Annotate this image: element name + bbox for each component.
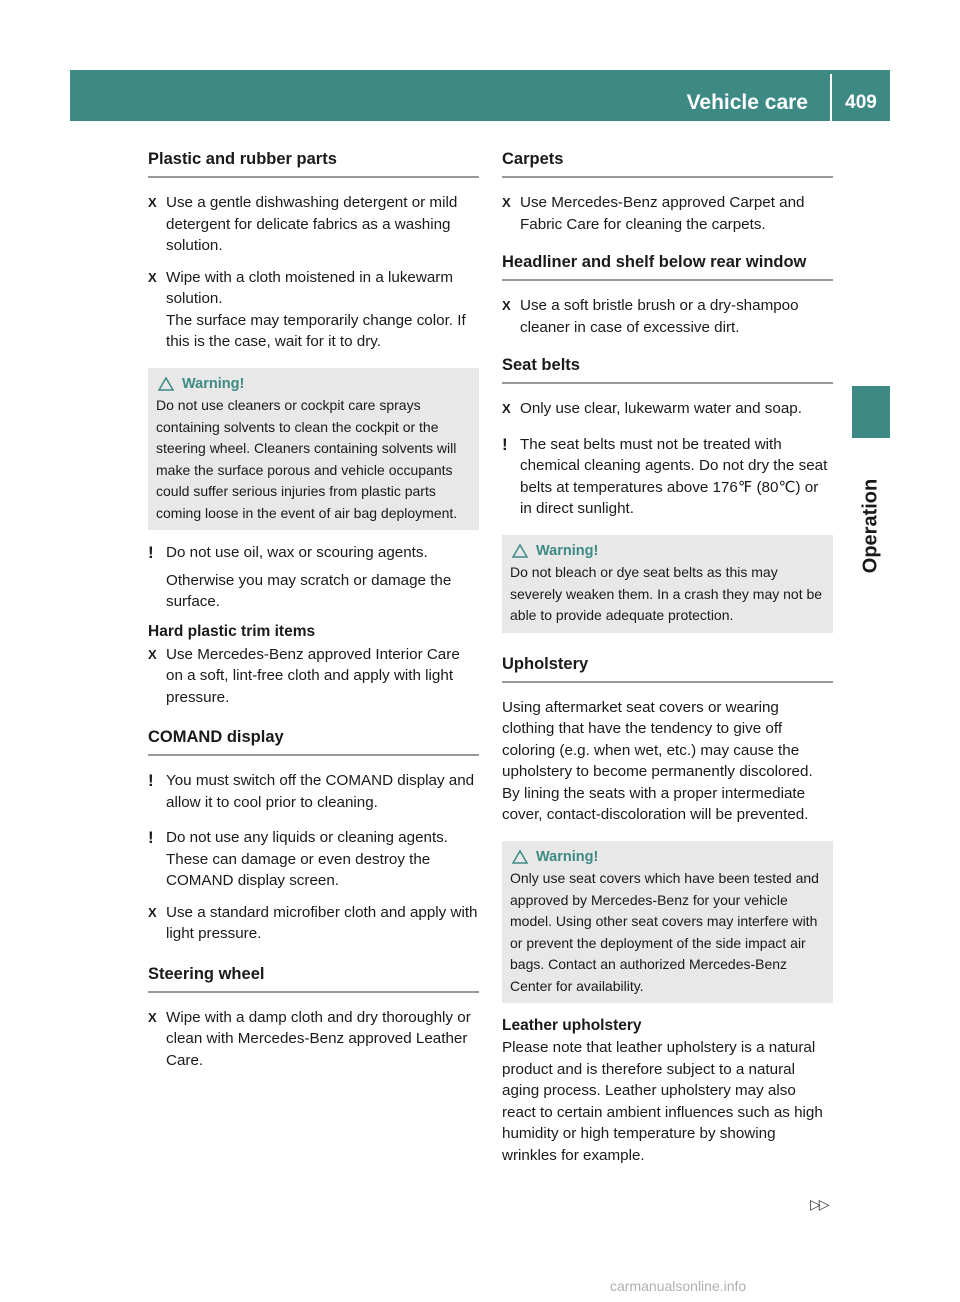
warning-triangle-icon	[158, 377, 174, 391]
chapter-tab	[852, 386, 890, 438]
step-item: X Wipe with a damp cloth and dry thoroughly or clean with Mercedes-Benz approved Leather Care.	[148, 1008, 471, 1069]
step-arrow-icon: X	[148, 646, 157, 662]
upholstery-text: Using aftermarket seat covers or wearing clothing that have the tendency to give off coloring (e.g. when wet, etc.) may cause the upholstery to become permanently discolored. By lining the seats with a proper intermediate cover, contact-discoloration will be prevented.	[502, 698, 813, 823]
note-item: ! The seat belts must not be treated with chemical cleaning agents. Do not dry the seat belts at temperatures above 176℉ (80℃) or in direct sunlight.	[502, 434, 828, 517]
warning-box	[502, 535, 833, 633]
warning-header: Warning!	[510, 847, 825, 869]
heading-steering-wheel: Steering wheel	[148, 963, 479, 993]
step-item: X Use Mercedes-Benz approved Interior Care on a soft, lint-free cloth and apply with light pressure.	[148, 645, 460, 706]
step-arrow-icon: X	[502, 401, 511, 416]
exclamation-icon: !	[148, 543, 154, 562]
exclamation-icon: !	[502, 434, 508, 454]
heading-seat-belts: Seat belts	[502, 354, 833, 384]
step-item: X Use a gentle dishwashing detergent or mild detergent for delicate fabrics as a washing solution.	[148, 194, 458, 254]
note-detail: Otherwise you may scratch or damage the surface.	[166, 571, 452, 610]
leather-text: Please note that leather upholstery is a natural product and is therefore subject to a natural aging process. Leather upholstery may also react to certain ambient influences such as high humidity or high temperature by showing wrinkles for example.	[502, 1039, 823, 1164]
watermark: carmanualsonline.info	[610, 1278, 747, 1294]
step-item: X Wipe with a cloth moistened in a lukewarm solution. The surface may temporarily change color. If this is the case, wait for it to dry.	[148, 268, 466, 350]
step-arrow-icon: X	[148, 269, 157, 285]
step-arrow-icon: X	[148, 195, 157, 210]
warning-triangle-icon	[512, 850, 528, 864]
continue-arrows-icon: ▷▷	[810, 1196, 828, 1212]
heading-carpets: Carpets	[502, 148, 833, 178]
heading-headliner: Headliner and shelf below rear window	[502, 251, 833, 281]
step-arrow-icon: X	[502, 195, 511, 210]
chapter-label: Operation	[859, 478, 882, 574]
heading-leather-upholstery: Leather upholstery	[502, 1017, 642, 1034]
warning-triangle-icon	[512, 544, 528, 558]
step-item: X Use Mercedes-Benz approved Carpet and Fabric Care for cleaning the carpets.	[502, 194, 805, 233]
warning-text: Do not bleach or dye seat belts as this may severely weaken them. In a crash they may not be able to provide adequate protection.	[510, 564, 823, 623]
left-column	[148, 148, 479, 1071]
warning-header: Warning!	[510, 541, 825, 563]
heading-plastic-rubber: Plastic and rubber parts	[148, 148, 479, 178]
warning-text: Only use seat covers which have been tested and approved by Mercedes-Benz for your vehicle model. Using other seat covers may interfere with or prevent the deployment of the side impact air bags. Contact an authorized Mercedes-Benz Center for availability.	[510, 870, 819, 994]
exclamation-icon: !	[148, 828, 154, 847]
step-arrow-icon: X	[502, 298, 511, 313]
warning-header: Warning!	[156, 374, 471, 396]
header-bar	[70, 70, 890, 121]
heading-hard-plastic: Hard plastic trim items	[148, 622, 316, 640]
step-arrow-icon: X	[148, 1009, 157, 1025]
note-item: ! Do not use any liquids or cleaning agents. These can damage or even destroy the COMAND display screen.	[148, 828, 448, 889]
step-item: X Use a standard microfiber cloth and apply with light pressure.	[148, 903, 478, 942]
exclamation-icon: !	[148, 771, 154, 790]
warning-box	[502, 841, 833, 1004]
page-number: 409	[845, 92, 877, 113]
section-title: Vehicle care	[686, 91, 808, 114]
note-item: ! You must switch off the COMAND display and allow it to cool prior to cleaning.	[148, 771, 475, 811]
step-arrow-icon: X	[148, 904, 157, 920]
step-item: X Only use clear, lukewarm water and soap.	[502, 398, 833, 420]
right-column	[502, 148, 833, 1166]
warning-text: Do not use cleaners or cockpit care sprays containing solvents to clean the cockpit or the steering wheel. Cleaners containing solvents will make the surface porous and vehicle occupants could suffer serious injuries from plastic parts coming loose in the event of air bag deployment.	[156, 397, 458, 521]
warning-box	[148, 368, 479, 531]
heading-comand-display: COMAND display	[148, 726, 479, 756]
heading-upholstery: Upholstery	[502, 653, 833, 683]
chapter-sidebar	[852, 121, 890, 1245]
step-item: X Use a soft bristle brush or a dry-shampoo cleaner in case of excessive dirt.	[502, 297, 799, 336]
note-item: ! Do not use oil, wax or scouring agents.	[148, 543, 428, 562]
